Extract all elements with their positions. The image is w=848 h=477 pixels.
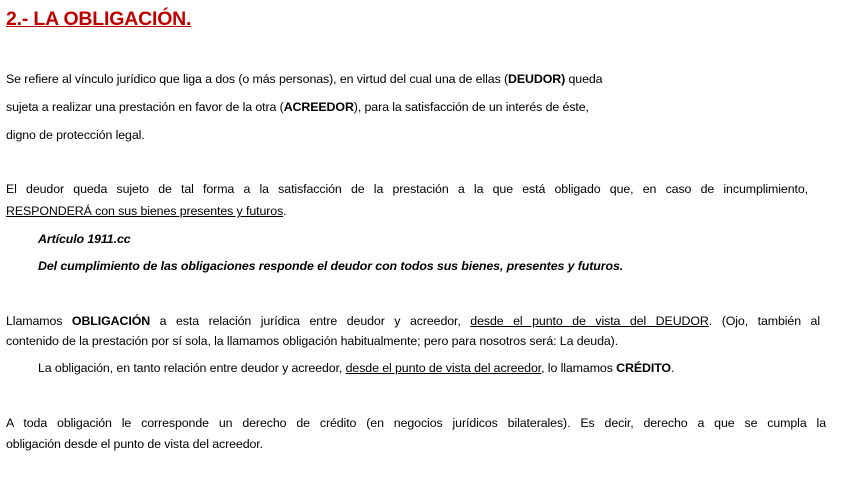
slide-title: 2.- LA OBLIGACIÓN.: [6, 8, 192, 30]
article-text: Del cumplimiento de las obligaciones responde el deudor con todos sus bienes, presentes y futuros.: [38, 259, 624, 273]
p4-e: .: [670, 361, 675, 375]
term-acreedor: ACREEDOR: [283, 100, 354, 114]
p1-l3-text: digno de protección legal.: [6, 128, 145, 142]
paragraph-4: [38, 360, 674, 376]
term-credito: CRÉDITO: [616, 361, 671, 375]
paragraph-1-line-3: [6, 127, 145, 143]
p3-l1-a: Llamamos: [6, 314, 72, 328]
paragraph-1-line-1: [6, 71, 602, 87]
paragraph-2-line-2: [6, 203, 287, 219]
p1-l1-end: queda: [565, 72, 603, 86]
p5-l2-text: obligación desde el punto de vista del acreedor.: [6, 437, 263, 451]
deudor-viewpoint-phrase: desde el punto de vista del DEUDOR: [470, 314, 709, 328]
p2-l2-end: .: [283, 204, 287, 218]
p4-a: La obligación, en tanto relación entre deudor y acreedor,: [38, 361, 346, 375]
paragraph-5-line-2: [6, 436, 263, 452]
paragraph-5-line-1: [6, 415, 826, 431]
paragraph-3-line-1: [6, 313, 820, 329]
term-deudor: DEUDOR): [508, 72, 566, 86]
p5-l1-text: A toda obligación le corresponde un derecho de crédito (en negocios jurídicos bilaterales). Es decir, derecho a que se cumpla la: [6, 416, 826, 430]
responderá-phrase: RESPONDERÁ con sus bienes presentes y futuros: [6, 204, 284, 218]
term-obligacion: OBLIGACIÓN: [71, 314, 151, 328]
p3-l1-c: a esta relación jurídica entre deudor y acreedor,: [150, 314, 471, 328]
paragraph-1-line-2: [6, 99, 589, 115]
article-reference: Artículo 1911.cc: [38, 232, 131, 246]
p3-l2-text: contenido de la prestación por sí sola, la llamamos obligación habitualmente; pero para nosotros será: La deuda).: [6, 334, 619, 348]
p1-l2-text: sujeta a realizar una prestación en favor de la otra (: [6, 100, 284, 114]
paragraph-3-line-2: [6, 333, 618, 349]
acreedor-viewpoint-phrase: desde el punto de vista del acreedor: [345, 361, 542, 375]
p2-l1-text: El deudor queda sujeto de tal forma a la satisfacción de la prestación a la que está obligado que, en caso de incumplimiento,: [6, 182, 808, 196]
p4-c: , lo llamamos: [541, 361, 617, 375]
paragraph-2-line-1: [6, 181, 808, 197]
p1-l2-end: ), para la satisfacción de un interés de éste,: [353, 100, 589, 114]
p1-l1-text: Se refiere al vínculo jurídico que liga a dos (o más personas), en virtud del cual una de ellas (: [6, 72, 509, 86]
p3-l1-e: . (Ojo, también al: [708, 314, 820, 328]
